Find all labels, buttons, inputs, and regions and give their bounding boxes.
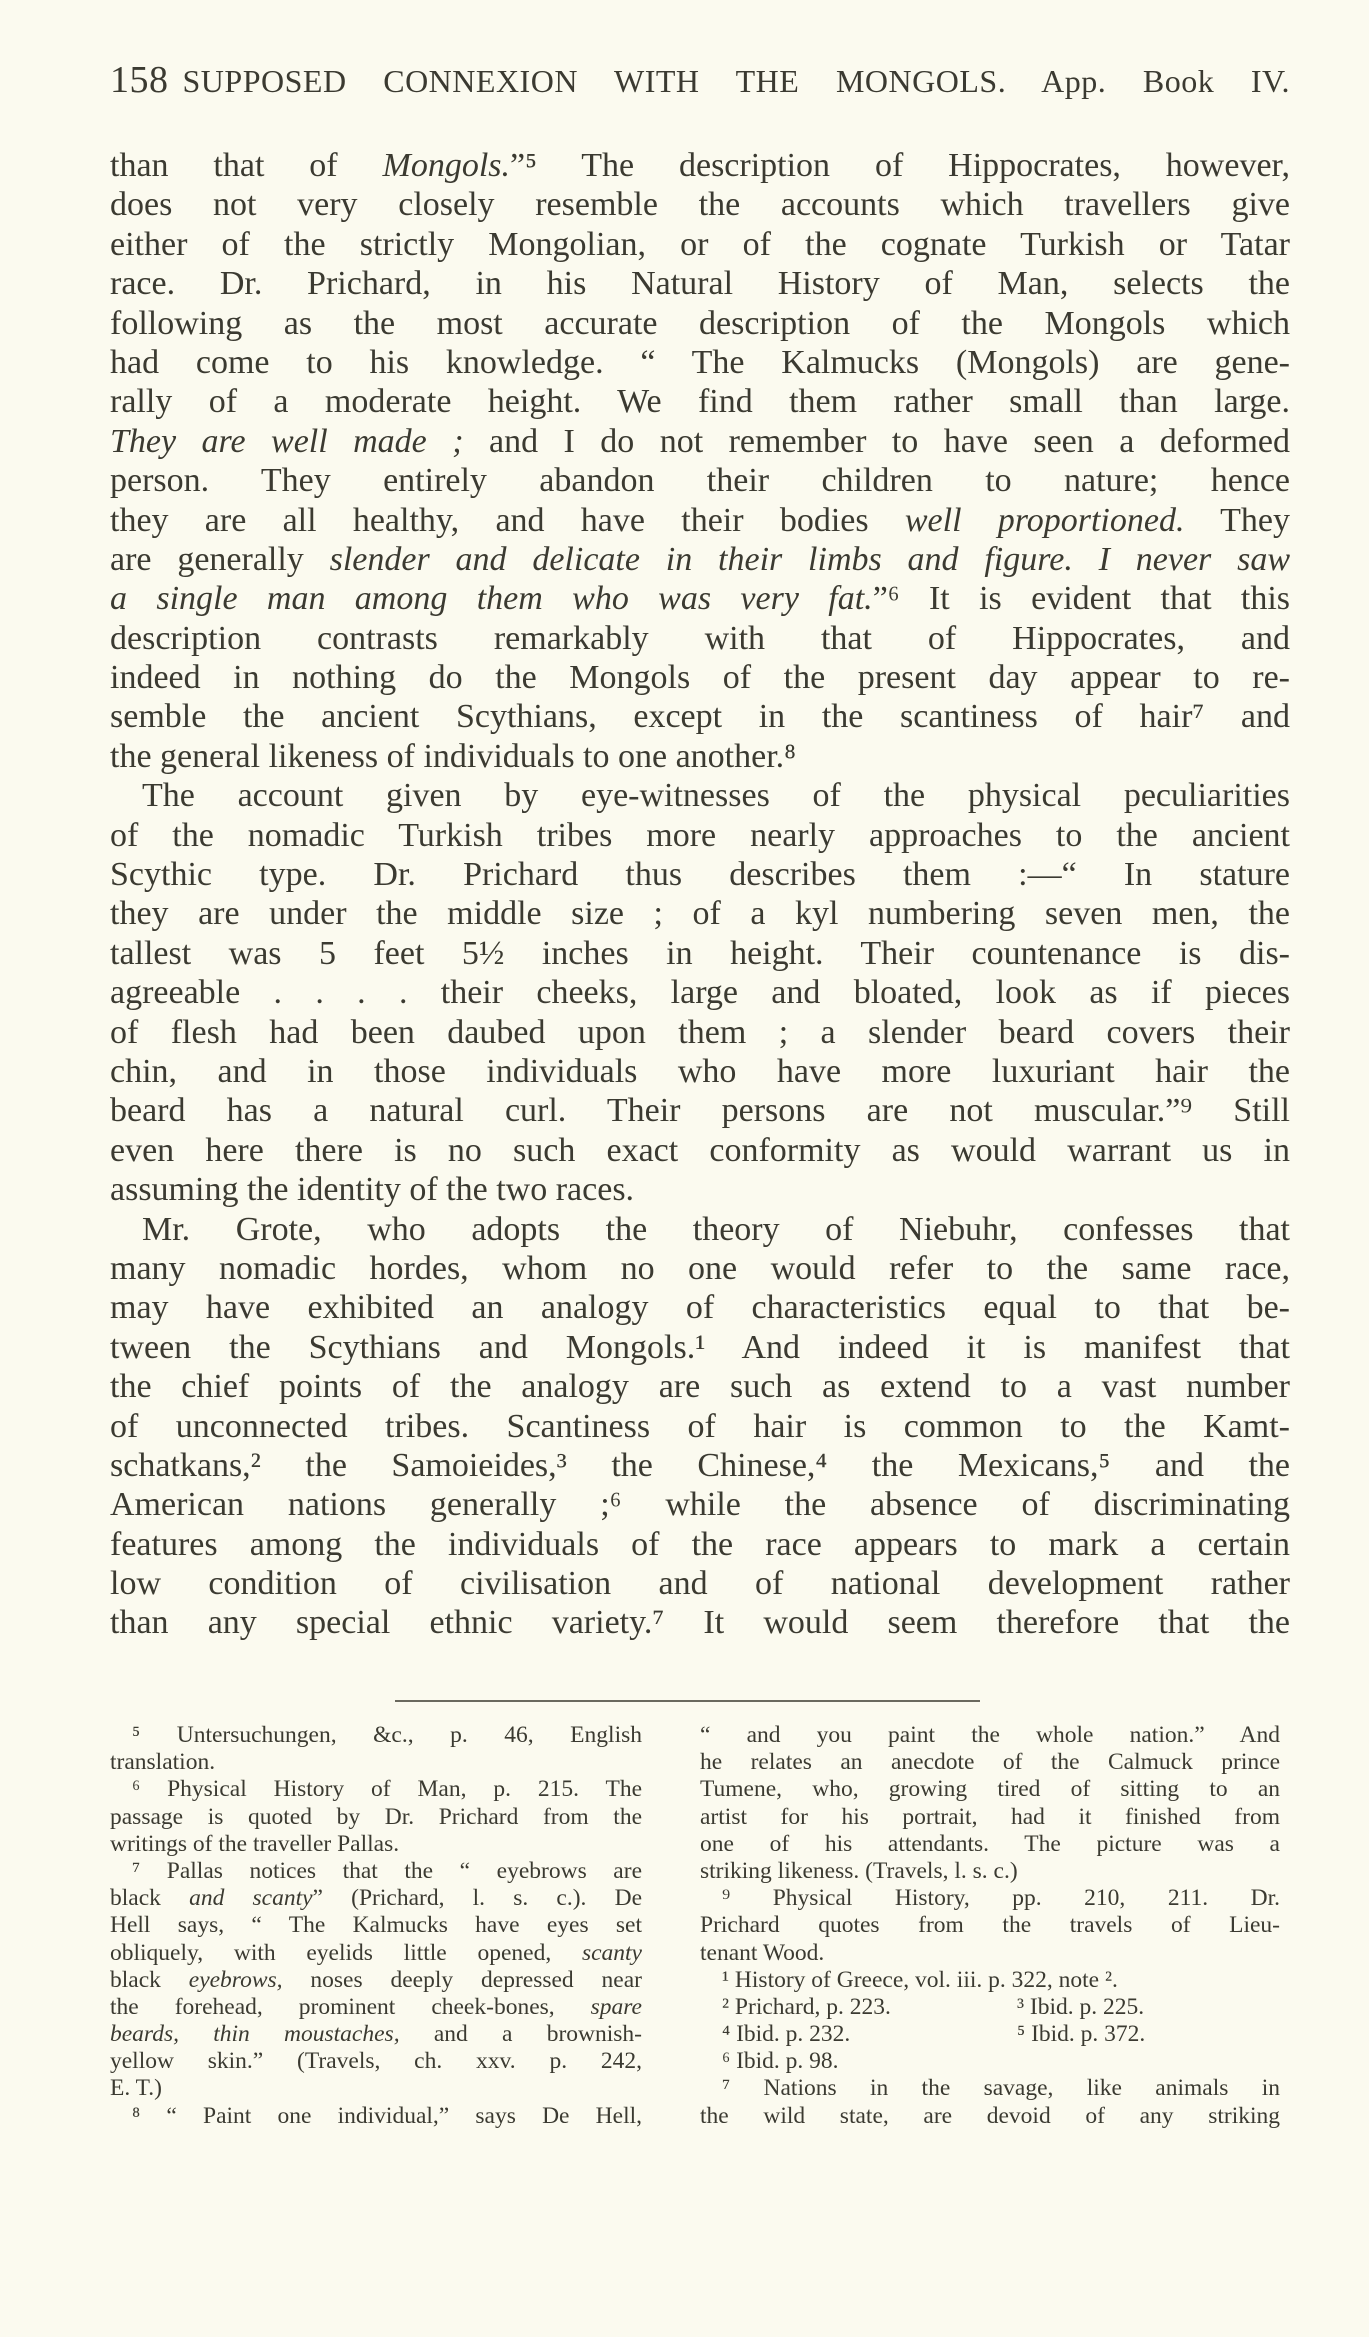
- footnote-line: [700, 1912, 1280, 1939]
- italic-text: beards, thin moustaches,: [110, 2021, 400, 2048]
- footnote-ref: ² Prichard, p. 223.: [722, 1993, 891, 2020]
- text-line: [110, 461, 1290, 500]
- text-run: race. Dr. Prichard, in his Natural History of Man, selects the: [110, 265, 1290, 303]
- text-run: beard has a natural curl. Their persons are not muscular.”⁹ Still: [110, 1092, 1290, 1130]
- footnote-rule: [395, 1700, 980, 1702]
- text-line: [110, 1485, 1290, 1524]
- text-run: of the nomadic Turkish tribes more nearly approaches to the ancient: [110, 816, 1290, 854]
- footnote-line: [700, 1776, 1280, 1803]
- footnote-line: [700, 1858, 1280, 1885]
- text-line: [110, 146, 1290, 185]
- text-run: than any special ethnic variety.⁷ It would seem therefore that the: [110, 1604, 1290, 1642]
- text-line: [110, 1288, 1290, 1327]
- text-run: obliquely, with eyelids little opened,: [110, 1939, 582, 1966]
- footnote-line: [110, 1885, 642, 1912]
- text-line: [110, 1328, 1290, 1367]
- text-run: passage is quoted by Dr. Prichard from the: [110, 1803, 642, 1830]
- text-run: ⁹ Physical History, pp. 210, 211. Dr.: [722, 1885, 1280, 1912]
- footnote-ref: ³ Ibid. p. 225.: [1017, 1993, 1145, 2020]
- text-run: either of the strictly Mongolian, or of the cognate Turkish or Tatar: [110, 225, 1290, 263]
- text-run: of flesh had been daubed upon them ; a slender beard covers their: [110, 1013, 1290, 1051]
- footnote-ref: ⁶ Ibid. p. 98.: [722, 2048, 839, 2075]
- footnote-line: [700, 1885, 1280, 1912]
- footnote-line: [700, 1749, 1280, 1776]
- text-line: [110, 973, 1290, 1012]
- footnote-line: [110, 1722, 642, 1749]
- text-line: [110, 697, 1290, 736]
- text-run: schatkans,² the Samoieides,³ the Chinese,⁴ the Mexicans,⁵ and the: [110, 1446, 1290, 1484]
- text-line: [110, 1564, 1290, 1603]
- text-run: many nomadic hordes, whom no one would refer to the same race,: [110, 1249, 1290, 1287]
- text-line: [110, 501, 1290, 540]
- footnote-line: [110, 1858, 642, 1885]
- text-line: [110, 737, 1290, 776]
- italic-text: spare: [590, 1993, 642, 2020]
- text-run: the general likeness of individuals to one another.⁸: [110, 737, 797, 775]
- italic-text: eyebrows,: [188, 1966, 283, 1993]
- text-run: Mr. Grote, who adopts the theory of Niebuhr, confesses that: [142, 1210, 1290, 1248]
- text-run: and I do not remember to have seen a deformed: [463, 422, 1290, 460]
- text-run: writings of the traveller Pallas.: [110, 1830, 400, 1857]
- text-run: ” (Prichard, l. s. c.). De: [312, 1885, 642, 1912]
- text-line: [110, 1131, 1290, 1170]
- text-run: ”⁶ It is evident that this: [872, 580, 1290, 618]
- text-run: description contrasts remarkably with that of Hippocrates, and: [110, 619, 1290, 657]
- text-run: the chief points of the analogy are such as extend to a vast number: [110, 1368, 1290, 1406]
- text-run: black: [110, 1885, 190, 1912]
- italic-text: slender and delicate in their limbs and figure. I never saw: [329, 540, 1290, 578]
- footnote-line: [110, 1804, 642, 1831]
- footnote-line: [110, 2048, 642, 2075]
- footnote-line: [110, 1831, 642, 1858]
- footnote-line: [110, 2103, 642, 2130]
- text-run: ⁶ Physical History of Man, p. 215. The: [132, 1776, 642, 1803]
- text-run: ⁷ Nations in the savage, like animals in: [722, 2075, 1280, 2102]
- footnote-line: [110, 1940, 642, 1967]
- footnote-line: [700, 1940, 1280, 1967]
- text-run: The account given by eye-witnesses of the physical peculiarities: [142, 777, 1290, 815]
- text-line: [110, 264, 1290, 303]
- text-line: [110, 1367, 1290, 1406]
- text-run: tenant Wood.: [700, 1939, 825, 1966]
- text-run: ⁵ Untersuchungen, &c., p. 46, English: [132, 1722, 642, 1748]
- text-run: Tumene, who, growing tired of sitting to an: [700, 1776, 1280, 1803]
- text-line: [110, 1446, 1290, 1485]
- text-line: [110, 304, 1290, 343]
- footnote-line: [110, 1994, 642, 2021]
- text-run: rally of a moderate height. We find them rather small than large.: [110, 383, 1290, 421]
- text-run: person. They entirely abandon their children to nature; hence: [110, 462, 1290, 500]
- text-line: [110, 579, 1290, 618]
- footnote-line: [700, 2075, 1280, 2102]
- footnote-ref: ⁴ Ibid. p. 232.: [722, 2021, 851, 2048]
- text-run: the forehead, prominent cheek-bones,: [110, 1993, 591, 2020]
- text-run: Prichard quotes from the travels of Lieu-: [700, 1912, 1280, 1939]
- footnote-line: [110, 2021, 642, 2048]
- italic-text: They are well made ;: [110, 422, 464, 460]
- running-header: [110, 58, 1290, 102]
- text-run: ⁸ “ Paint one individual,” says De Hell,: [132, 2102, 642, 2129]
- text-line: [110, 382, 1290, 421]
- text-run: They: [1184, 501, 1290, 539]
- text-line: [110, 1249, 1290, 1288]
- text-run: may have exhibited an analogy of characteristics equal to that be-: [110, 1289, 1290, 1327]
- text-run: semble the ancient Scythians, except in the scantiness of hair⁷ and: [110, 698, 1290, 736]
- text-run: E. T.): [110, 2075, 162, 2102]
- text-line: [110, 422, 1290, 461]
- italic-text: and scanty: [189, 1885, 313, 1912]
- text-run: translation.: [110, 1749, 216, 1776]
- italic-text: scanty: [581, 1939, 642, 1966]
- footnote-line: [110, 1776, 642, 1803]
- italic-text: Mongols.: [382, 147, 511, 184]
- footnote-ref-row: [700, 2021, 1280, 2048]
- text-run: “ and you paint the whole nation.” And: [700, 1722, 1280, 1748]
- text-run: does not very closely resemble the accounts which travellers give: [110, 186, 1290, 224]
- footnote-ref: ⁵ Ibid. p. 372.: [1017, 2021, 1146, 2048]
- text-run: features among the individuals of the race appears to mark a certain: [110, 1525, 1290, 1563]
- text-run: noses deeply depressed near: [282, 1966, 642, 1993]
- text-line: [110, 1603, 1290, 1642]
- running-title: SUPPOSED CONNEXION WITH THE MONGOLS. App. Book IV.: [182, 63, 1290, 99]
- text-run: Scythic type. Dr. Prichard thus describes them :—“ In stature: [110, 856, 1290, 894]
- footnote-line: [700, 1831, 1280, 1858]
- text-run: had come to his knowledge. “ The Kalmucks (Mongols) are gene-: [110, 343, 1290, 381]
- footnotes-right-column: [700, 1722, 1280, 2130]
- text-line: [110, 1170, 1290, 1209]
- text-run: striking likeness. (Travels, l. s. c.): [700, 1857, 1018, 1884]
- text-run: American nations generally ;⁶ while the absence of discriminating: [110, 1486, 1290, 1524]
- text-line: [110, 776, 1290, 815]
- text-run: Hell says, “ The Kalmucks have eyes set: [110, 1912, 642, 1939]
- text-run: of unconnected tribes. Scantiness of hair is common to the Kamt-: [110, 1407, 1290, 1445]
- footnotes-left-column: [110, 1722, 642, 2130]
- text-line: [110, 1407, 1290, 1446]
- text-run: and a brownish-: [399, 2021, 642, 2048]
- text-line: [110, 185, 1290, 224]
- text-run: one of his attendants. The picture was a: [700, 1830, 1280, 1857]
- text-run: agreeable . . . . their cheeks, large and bloated, look as if pieces: [110, 974, 1290, 1012]
- footnote-line: [110, 1967, 642, 1994]
- text-line: [110, 855, 1290, 894]
- text-run: low condition of civilisation and of national development rather: [110, 1565, 1290, 1603]
- text-run: indeed in nothing do the Mongols of the present day appear to re-: [110, 659, 1290, 697]
- text-run: the wild state, are devoid of any striking: [700, 2102, 1280, 2129]
- text-run: are generally: [110, 540, 330, 578]
- footnote-line: [110, 1912, 642, 1939]
- text-run: tween the Scythians and Mongols.¹ And indeed it is manifest that: [110, 1328, 1290, 1366]
- text-line: [110, 1210, 1290, 1249]
- text-line: [110, 1013, 1290, 1052]
- text-line: [110, 225, 1290, 264]
- text-run: chin, and in those individuals who have more luxuriant hair the: [110, 1052, 1290, 1090]
- italic-text: well proportioned.: [904, 501, 1185, 539]
- footnote-line: [700, 1967, 1280, 1994]
- text-line: [110, 343, 1290, 382]
- page-number: 158: [110, 59, 169, 101]
- main-text: [110, 146, 1290, 1643]
- footnote-line: [700, 1804, 1280, 1831]
- text-run: even here there is no such exact conformity as would warrant us in: [110, 1131, 1290, 1169]
- text-line: [110, 816, 1290, 855]
- text-run: than that of: [110, 147, 383, 184]
- text-run: he relates an anecdote of the Calmuck prince: [700, 1749, 1280, 1776]
- footnote-line: [700, 2103, 1280, 2130]
- text-run: following as the most accurate description of the Mongols which: [110, 304, 1290, 342]
- text-line: [110, 1091, 1290, 1130]
- footnote-line: [110, 2075, 642, 2102]
- text-line: [110, 540, 1290, 579]
- text-line: [110, 1052, 1290, 1091]
- footnote-ref-row: [700, 2048, 1280, 2075]
- text-run: ¹ History of Greece, vol. iii. p. 322, note ².: [722, 1966, 1118, 1993]
- text-run: black: [110, 1966, 189, 1993]
- text-run: tallest was 5 feet 5½ inches in height. Their countenance is dis-: [110, 934, 1290, 972]
- text-line: [110, 934, 1290, 973]
- text-run: they are all healthy, and have their bodies: [110, 501, 905, 539]
- footnote-line: [700, 1722, 1280, 1749]
- text-run: they are under the middle size ; of a kyl numbering seven men, the: [110, 895, 1290, 933]
- text-run: ”⁵ The description of Hippocrates, however,: [510, 147, 1290, 184]
- text-run: yellow skin.” (Travels, ch. xxv. p. 242,: [110, 2048, 642, 2075]
- footnote-line: [110, 1749, 642, 1776]
- text-line: [110, 658, 1290, 697]
- text-run: artist for his portrait, had it finished from: [700, 1803, 1280, 1830]
- text-line: [110, 619, 1290, 658]
- text-line: [110, 1525, 1290, 1564]
- text-run: ⁷ Pallas notices that the “ eyebrows are: [132, 1857, 642, 1884]
- text-line: [110, 894, 1290, 933]
- text-run: assuming the identity of the two races.: [110, 1171, 635, 1209]
- footnote-ref-row: [700, 1994, 1280, 2021]
- italic-text: a single man among them who was very fat.: [110, 580, 873, 618]
